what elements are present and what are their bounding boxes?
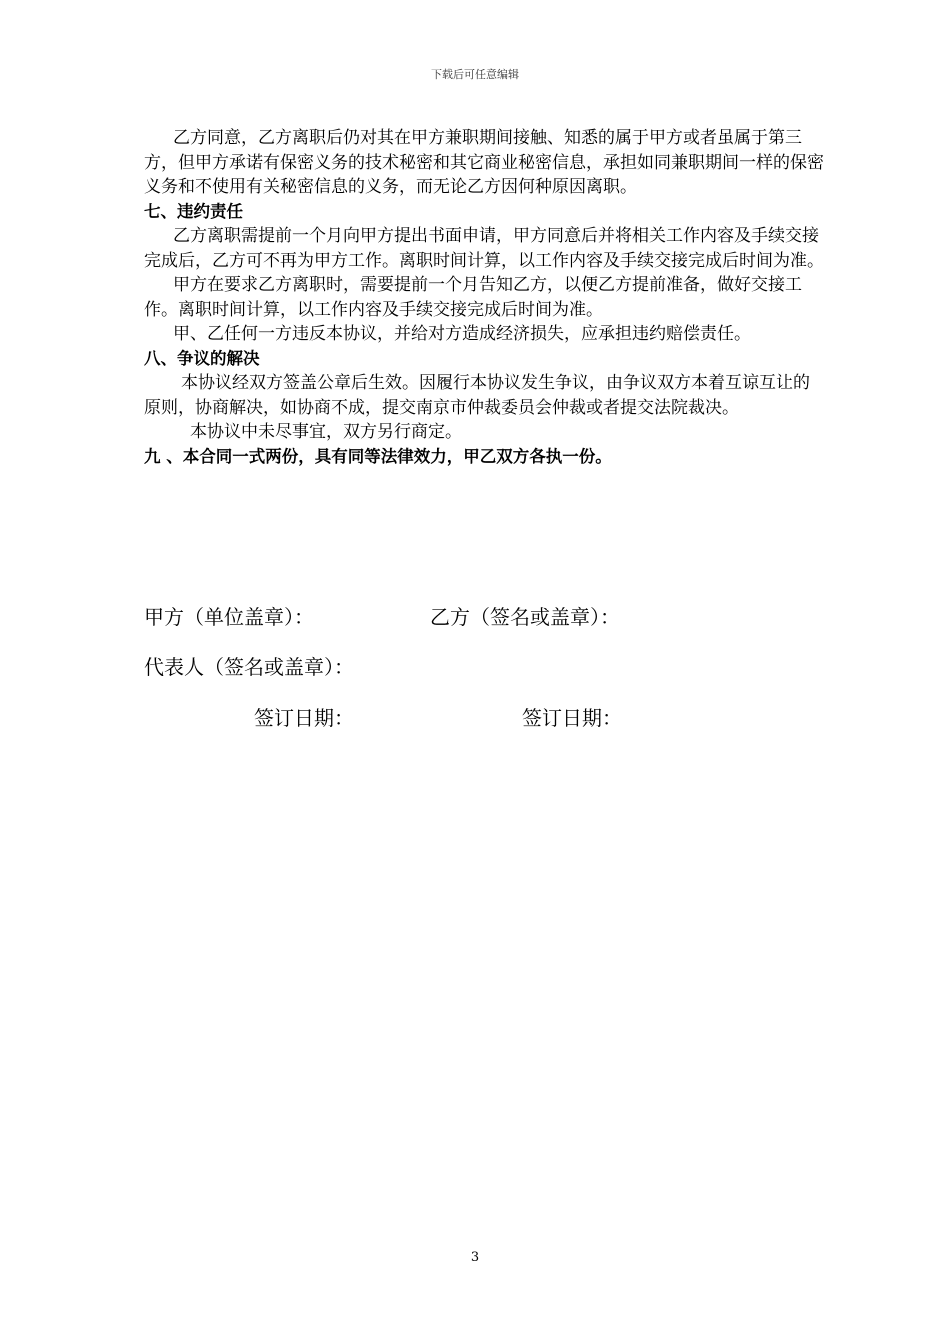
party-a-signature-label: 甲方（单位盖章）： — [144, 605, 314, 629]
section-7-heading: 七、违约责任 — [144, 201, 243, 221]
section-8-heading: 八、争议的解决 — [144, 348, 260, 368]
representative-signature-label: 代表人（签名或盖章）： — [144, 655, 354, 679]
section-7-paragraph-2: 甲方在要求乙方离职时，需要提前一个月告知乙方，以便乙方提前准备，做好交接工作。离职时间计算，以工作内容及手续交接完成后时间为准。 — [144, 275, 802, 320]
contract-body — [144, 126, 824, 469]
page-number: 3 — [470, 1250, 480, 1265]
section-7-paragraph-3: 甲、乙任何一方违反本协议，并给对方造成经济损失，应承担违约赔偿责任。 — [173, 324, 751, 344]
party-a-date-label: 签订日期： — [254, 706, 354, 730]
page-header: 下载后可任意编辑 — [431, 68, 519, 81]
party-b-signature-label: 乙方（签名或盖章）： — [430, 605, 620, 629]
section-9-heading: 九 、本合同一式两份，具有同等法律效力，甲乙双方各执一份。 — [144, 446, 612, 466]
section-8-paragraph-2: 本协议中未尽事宜，双方另行商定。 — [190, 422, 462, 442]
confidentiality-paragraph: 乙方同意，乙方离职后仍对其在甲方兼职期间接触、知悉的属于甲方或者虽属于第三方，但甲方承诺有保密义务的技术秘密和其它商业秘密信息，承担如同兼职期间一样的保密义务和不使用有关秘密信息的义务，而无论乙方因何种原因离职。 — [144, 128, 824, 197]
party-b-date-label: 签订日期： — [522, 706, 622, 730]
section-8-paragraph-1: 本协议经双方签盖公章后生效。因履行本协议发生争议，由争议双方本着互谅互让的原则，协商解决，如协商不成，提交南京市仲裁委员会仲裁或者提交法院裁决。 — [144, 373, 810, 418]
section-7-paragraph-1: 乙方离职需提前一个月向甲方提出书面申请，甲方同意后并将相关工作内容及手续交接完成后，乙方可不再为甲方工作。离职时间计算，以工作内容及手续交接完成后时间为准。 — [144, 226, 824, 271]
